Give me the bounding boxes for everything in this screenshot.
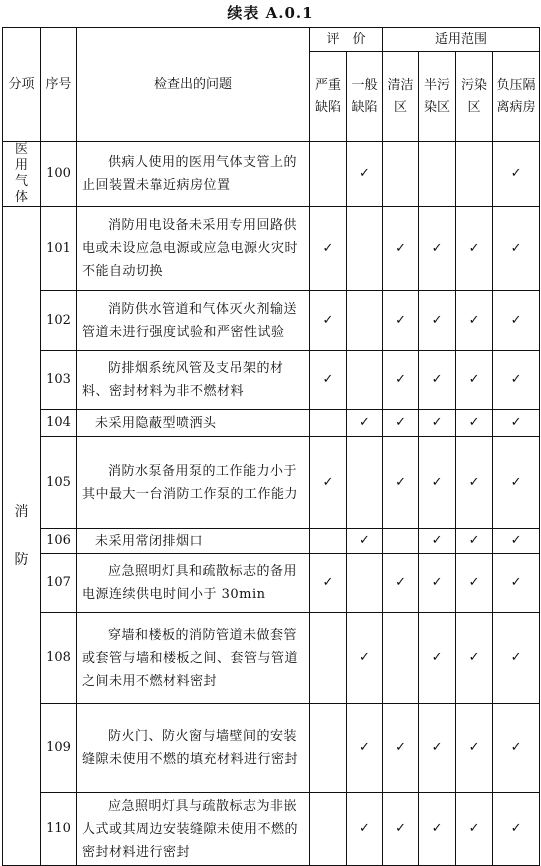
- cell-semi: ✓: [419, 410, 456, 437]
- cell-clean: ✓: [383, 437, 419, 529]
- cell-general: ✓: [347, 793, 383, 866]
- row-problem: [77, 529, 310, 554]
- cell-severe: ✓: [310, 554, 347, 613]
- row-number: 104: [41, 410, 77, 437]
- cell-semi: ✓: [419, 291, 456, 351]
- cell-semi: ✓: [419, 613, 456, 704]
- cell-semi: [419, 142, 456, 207]
- header-clean-label: 清洁区: [387, 77, 414, 115]
- cell-clean: ✓: [383, 207, 419, 291]
- row-number: 107: [41, 554, 77, 613]
- row-number: 103: [41, 351, 77, 410]
- cell-clean: [383, 142, 419, 207]
- row-problem: [77, 351, 310, 410]
- cell-semi: ✓: [419, 554, 456, 613]
- cell-negative: ✓: [493, 291, 540, 351]
- category-fire: [3, 207, 41, 866]
- cell-clean: ✓: [383, 291, 419, 351]
- row-problem-text: 消防用电设备未采用专用回路供电或未设应急电源或应急电源火灾时不能自动切换: [82, 218, 299, 279]
- cell-semi: ✓: [419, 529, 456, 554]
- row-problem: [77, 554, 310, 613]
- row-number: 102: [41, 291, 77, 351]
- row-number: 105: [41, 437, 77, 529]
- row-problem: [77, 704, 310, 793]
- row-number: 100: [41, 142, 77, 207]
- row-problem-text: 未采用隐蔽型喷洒头: [95, 415, 217, 431]
- inspection-table: [2, 27, 540, 866]
- cell-contaminated: ✓: [456, 793, 493, 866]
- row-problem-text: 供病人使用的医用气体支管上的止回装置未靠近病房位置: [82, 155, 298, 193]
- cell-clean: ✓: [383, 410, 419, 437]
- cell-severe: [310, 529, 347, 554]
- cell-negative: ✓: [493, 554, 540, 613]
- cell-clean: ✓: [383, 554, 419, 613]
- cell-general: ✓: [347, 529, 383, 554]
- cell-clean: ✓: [383, 704, 419, 793]
- cell-severe: [310, 410, 347, 437]
- header-category: 分项: [3, 28, 41, 142]
- cell-negative: ✓: [493, 351, 540, 410]
- cell-negative: ✓: [493, 207, 540, 291]
- cell-general: ✓: [347, 142, 383, 207]
- header-problem: 检查出的问题: [77, 28, 310, 142]
- table-row: [3, 410, 540, 437]
- row-problem-text: 消防供水管道和气体灭火剂输送管道未进行强度试验和严密性试验: [82, 301, 298, 340]
- header-negative-label: 负压隔离病房: [496, 77, 536, 115]
- table-row: [3, 437, 540, 529]
- cell-semi: ✓: [419, 351, 456, 410]
- row-problem-text: 穿墙和楼板的消防管道未做套管或套管与墙和楼板之间、套管与管道之间未用不燃材料密封: [82, 627, 299, 689]
- cell-general: ✓: [347, 410, 383, 437]
- cell-general: ✓: [347, 704, 383, 793]
- cell-semi: ✓: [419, 704, 456, 793]
- cell-contaminated: ✓: [456, 410, 493, 437]
- header-severe-label: 严重缺陷: [314, 77, 341, 115]
- header-contaminated: [456, 52, 493, 142]
- row-number: 108: [41, 613, 77, 704]
- category-fire-label-2: 防: [14, 552, 29, 568]
- cell-semi: ✓: [419, 793, 456, 866]
- table-row: [3, 529, 540, 554]
- header-negative: [493, 52, 540, 142]
- header-evaluation: 评 价: [310, 28, 383, 52]
- cell-severe: [310, 142, 347, 207]
- cell-general: [347, 351, 383, 410]
- row-problem-text: 防火门、防火窗与墙壁间的安装缝隙未使用不燃的填充材料进行密封: [82, 729, 299, 767]
- header-semi-label: 半污染区: [424, 77, 451, 115]
- table-row: [3, 207, 540, 291]
- header-clean: [383, 52, 419, 142]
- header-semi: [419, 52, 456, 142]
- row-number: 101: [41, 207, 77, 291]
- cell-severe: ✓: [310, 291, 347, 351]
- table-row: [3, 704, 540, 793]
- header-number: 序号: [41, 28, 77, 142]
- cell-negative: ✓: [493, 793, 540, 866]
- cell-severe: [310, 793, 347, 866]
- cell-severe: ✓: [310, 207, 347, 291]
- table-row: [3, 554, 540, 613]
- table-row: [3, 613, 540, 704]
- row-problem: [77, 410, 310, 437]
- cell-contaminated: ✓: [456, 554, 493, 613]
- row-problem: [77, 291, 310, 351]
- category-fire-label-1: 消: [14, 504, 29, 520]
- table-row: [3, 793, 540, 866]
- header-contaminated-label: 污染区: [461, 77, 488, 115]
- cell-general: [347, 554, 383, 613]
- cell-negative: ✓: [493, 613, 540, 704]
- header-scope: 适用范围: [383, 28, 540, 52]
- header-severe: [310, 52, 347, 142]
- row-problem: [77, 793, 310, 866]
- row-problem-text: 应急照明灯具与疏散标志为非嵌人式或其周边安装缝隙未使用不燃的密封材料进行密封: [82, 798, 299, 860]
- cell-general: ✓: [347, 613, 383, 704]
- cell-clean: [383, 613, 419, 704]
- cell-general: [347, 207, 383, 291]
- header-row-1: [3, 28, 540, 52]
- category-medical-gas: [3, 142, 41, 207]
- cell-contaminated: ✓: [456, 529, 493, 554]
- cell-severe: [310, 613, 347, 704]
- cell-clean: [383, 529, 419, 554]
- row-problem-text: 未采用常闭排烟口: [95, 533, 204, 549]
- cell-semi: ✓: [419, 437, 456, 529]
- row-number: 109: [41, 704, 77, 793]
- cell-severe: ✓: [310, 437, 347, 529]
- table-row: [3, 291, 540, 351]
- cell-negative: ✓: [493, 410, 540, 437]
- cell-negative: ✓: [493, 529, 540, 554]
- cell-contaminated: ✓: [456, 613, 493, 704]
- row-problem-text: 消防水泵备用泵的工作能力小于其中最大一台消防工作泵的工作能力: [82, 463, 299, 502]
- cell-contaminated: ✓: [456, 291, 493, 351]
- cell-clean: ✓: [383, 351, 419, 410]
- row-problem-text: 防排烟系统风管及支吊架的材料、密封材料为非不燃材料: [82, 361, 284, 399]
- cell-clean: ✓: [383, 793, 419, 866]
- header-general-label: 一般缺陷: [351, 77, 378, 115]
- cell-semi: ✓: [419, 207, 456, 291]
- row-problem-text: 应急照明灯具和疏散标志的备用电源连续供电时间小于 30min: [82, 564, 298, 602]
- row-problem: [77, 613, 310, 704]
- table-caption: 续表 A.0.1: [227, 4, 314, 22]
- cell-negative: ✓: [493, 704, 540, 793]
- row-number: 106: [41, 529, 77, 554]
- cell-contaminated: ✓: [456, 437, 493, 529]
- cell-general: [347, 291, 383, 351]
- cell-general: [347, 437, 383, 529]
- table-row: [3, 351, 540, 410]
- cell-contaminated: [456, 142, 493, 207]
- table-row: [3, 142, 540, 207]
- cell-severe: [310, 704, 347, 793]
- cell-negative: ✓: [493, 437, 540, 529]
- cell-contaminated: ✓: [456, 351, 493, 410]
- row-problem: [77, 142, 310, 207]
- header-general: [347, 52, 383, 142]
- cell-contaminated: ✓: [456, 207, 493, 291]
- row-problem: [77, 437, 310, 529]
- cell-negative: ✓: [493, 142, 540, 207]
- cell-severe: ✓: [310, 351, 347, 410]
- row-number: 110: [41, 793, 77, 866]
- cell-contaminated: ✓: [456, 704, 493, 793]
- category-medical-gas-label: 医用气体: [14, 142, 28, 205]
- row-problem: [77, 207, 310, 291]
